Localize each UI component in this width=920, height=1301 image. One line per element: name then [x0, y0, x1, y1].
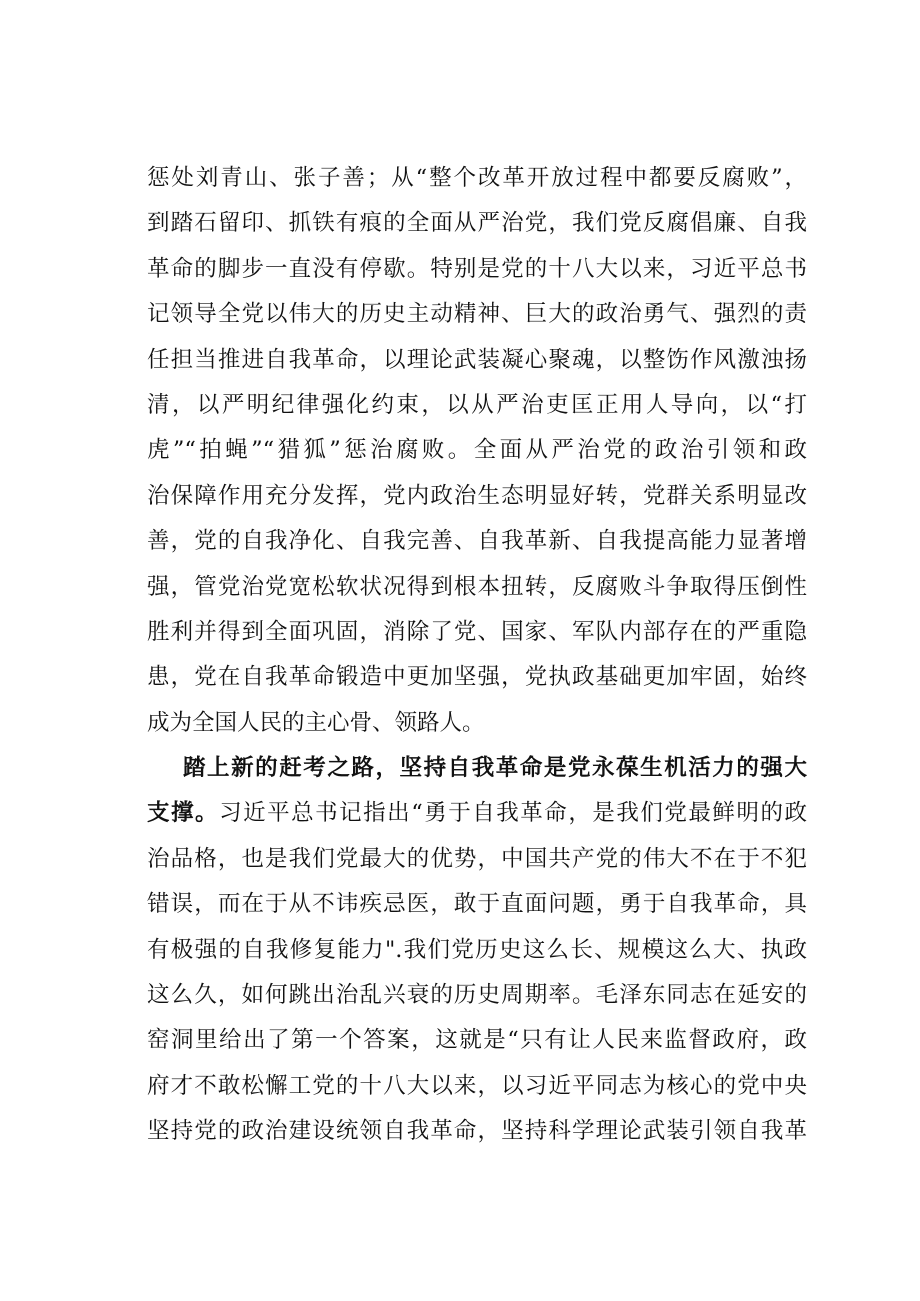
text-line: 胜利并得到全面巩固，消除了党、国家、军队内部存在的严重隐: [147, 618, 807, 645]
text-line: 到踏石留印、抓铁有痕的全面从严治党，我们党反腐倡廉、自我: [147, 210, 807, 237]
text-line: 错误，而在于从不讳疾忌医，敢于直面问题，勇于自我革命，具: [147, 891, 807, 918]
text-line: 虎”“拍蝇”“猎狐”惩治腐败。全面从严治党的政治引领和政: [147, 437, 807, 464]
text-line: 革命的脚步一直没有停歇。特别是党的十八大以来，习近平总书: [147, 255, 807, 282]
text-line: 患，党在自我革命锻造中更加坚强，党执政基础更加牢固，始终: [147, 664, 807, 691]
quote-start: 习近平总书记指出“勇于自我革命，是我们党最鲜明的政: [219, 800, 807, 827]
text-line: 成为全国人民的主心骨、领路人。: [147, 709, 485, 736]
text-line: 善，党的自我净化、自我完善、自我革新、自我提高能力显著增: [147, 528, 807, 555]
heading-continuation-line: [147, 791, 807, 836]
text-line: 有极强的自我修复能力".我们党历史这么长、规模这么大、执政: [147, 936, 807, 963]
section-heading: 踏上新的赶考之路，坚持自我革命是党永葆生机活力的强大: [183, 755, 807, 782]
text-line: 清，以严明纪律强化约束，以从严治吏匡正用人导向，以“打: [147, 391, 807, 418]
body-text: [147, 156, 807, 1155]
text-line: 惩处刘青山、张子善；从“整个改革开放过程中都要反腐败”，: [147, 165, 807, 191]
text-line: 窑洞里给出了第一个答案，这就是“只有让人民来监督政府，政: [147, 1027, 807, 1054]
text-line: 强，管党治党宽松软状况得到根本扭转，反腐败斗争取得压倒性: [147, 573, 807, 600]
text-line: 记领导全党以伟大的历史主动精神、巨大的政治勇气、强烈的责: [147, 301, 807, 328]
text-line: 治保障作用充分发挥，党内政治生态明显好转，党群关系明显改: [147, 482, 807, 509]
text-line: 这么久，如何跳出治乱兴衰的历史周期率。毛泽东同志在延安的: [147, 982, 807, 1009]
text-line: 治品格，也是我们党最大的优势，中国共产党的伟大不在于不犯: [147, 845, 807, 872]
text-line: 任担当推进自我革命，以理论武装凝心聚魂，以整饬作风激浊扬: [147, 346, 807, 373]
section-heading-end: 支撑。: [147, 800, 220, 827]
text-line: 坚持党的政治建设统领自我革命，坚持科学理论武装引领自我革: [147, 1118, 807, 1145]
text-line: 府才不敢松懈工党的十八大以来，以习近平同志为核心的党中央: [147, 1072, 807, 1099]
